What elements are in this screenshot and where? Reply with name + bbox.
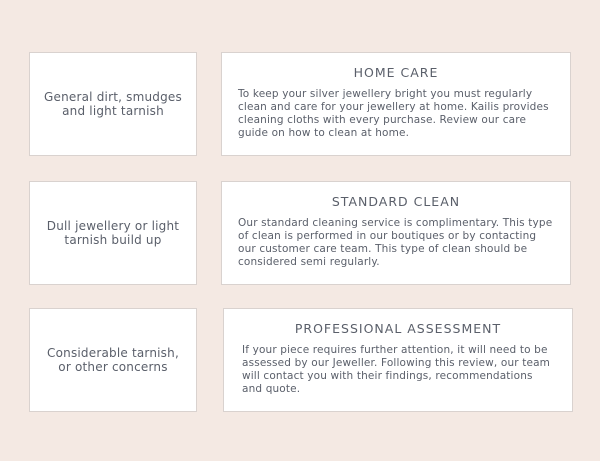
service-description: To keep your silver jewellery bright you must regularly clean and care for your jewellery at home. Kailis provides cleaning cloths with every purchase. Review our care guide on how to clean at home. (238, 88, 549, 139)
service-card-standard-clean (221, 181, 571, 285)
condition-text: General dirt, smudges and light tarnish (44, 90, 182, 118)
condition-card-considerable-tarnish (29, 308, 197, 412)
condition-card-dull-jewellery (29, 181, 197, 285)
service-title: STANDARD CLEAN (331, 194, 461, 209)
condition-card-general-dirt (29, 52, 197, 156)
condition-text: Dull jewellery or light tarnish build up (46, 219, 180, 247)
service-card-professional-assessment (223, 308, 573, 412)
service-title: HOME CARE (353, 65, 439, 80)
service-card-home-care (221, 52, 571, 156)
service-description: Our standard cleaning service is complimentary. This type of clean is performed in our boutiques or by contacting our customer care team. This type of clean should be considered semi regularly. (238, 217, 553, 268)
service-title: PROFESSIONAL ASSESSMENT (294, 321, 502, 336)
service-description: If your piece requires further attention, it will need to be assessed by our Jeweller. Following this review, our team will contact you with their findings, recommendations and quote. (242, 344, 551, 395)
condition-text: Considerable tarnish, or other concerns (47, 346, 179, 374)
